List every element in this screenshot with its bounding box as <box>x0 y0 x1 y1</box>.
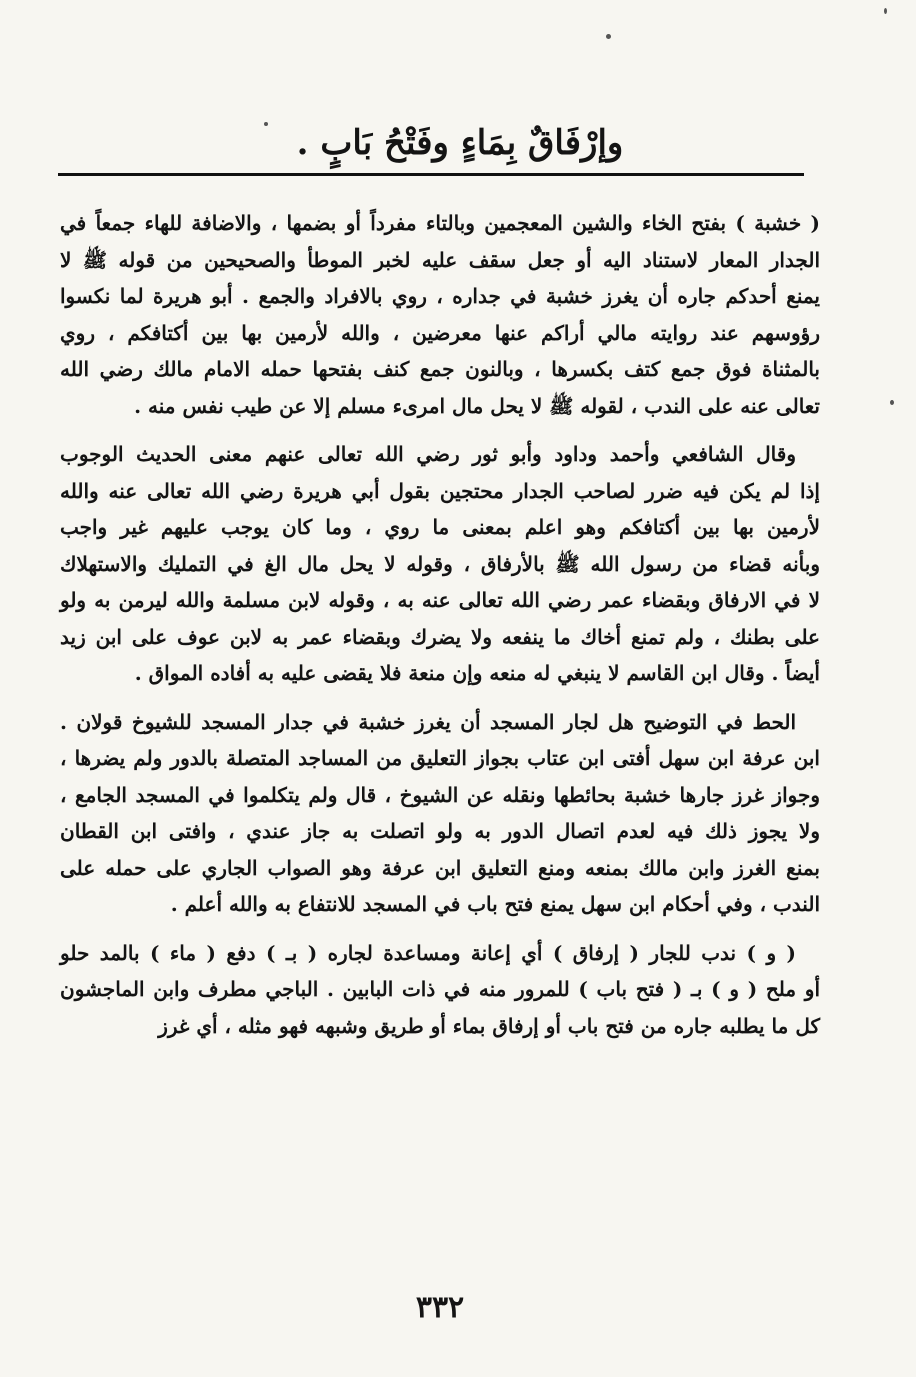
text-line: رؤوسهم عند روايته مالي أراكم عنها معرضين ، والله لأرمين بها بين أكتافكم ، روي <box>60 320 820 345</box>
text-line: كل ما يطلبه جاره من فتح باب أو إرفاق بماء أو طريق وشبهه فهو مثله ، أي غرز <box>158 1013 820 1038</box>
paragraph <box>60 704 820 923</box>
text-line: لا في الارفاق وبقضاء عمر رضي الله تعالى عنه به ، وقوله لابن مسلمة والله ليرمن به ولو <box>60 588 820 612</box>
text-line: وقال الشافعي وأحمد وداود وأبو ثور رضي الله تعالى عنهم معنى الحديث الوجوب <box>60 442 796 466</box>
text-line: يمنع أحدكم جاره أن يغرز خشبة في جداره ، روي بالافراد والجمع . أبو هريرة لما نكسوا <box>60 284 820 308</box>
text-line: إذا لم يكن فيه ضرر لصاحب الجدار محتجين بقول أبي هريرة رضي الله تعالى عنه والله <box>60 478 820 503</box>
text-line: ( و ) ندب للجار ( إرفاق ) أي إعانة ومساعدة لجاره ( بـ ) دفع ( ماء ) بالمد حلو <box>60 940 796 965</box>
text-line: لأرمين بها بين أكتافكم وهو اعلم بمعنى ما روي ، وما كان يوجب عليهم غير واجب <box>60 515 820 539</box>
body-text <box>60 205 820 1056</box>
paragraph <box>60 205 820 424</box>
text-line: ولا يجوز ذلك فيه لعدم اتصال الدور به ولو اتصلت به جاز عندي ، وافتى ابن القطان <box>60 819 820 843</box>
text-line: أو ملح ( و ) بـ ( فتح باب ) للمرور منه في ذات البابين . الباجي مطرف وابن الماجشون <box>60 977 820 1001</box>
text-line: الجدار المعار لاستناد اليه أو جعل سقف عليه لخبر الموطأ والصحيحين من قوله ﷺ لا <box>60 247 820 272</box>
paragraph <box>60 436 820 692</box>
text-line: ابن عرفة ابن سهل أفتى ابن عتاب بجواز التعليق من المساجد المتصلة بالدور ولم يضرها ، <box>60 746 820 770</box>
scan-speck <box>264 122 268 126</box>
scan-speck <box>890 400 894 405</box>
text-line: الحط في التوضيح هل لجار المسجد أن يغرز خشبة في جدار المسجد للشيوخ قولان . <box>60 709 796 734</box>
text-line: ( خشبة ) بفتح الخاء والشين المعجمين وبالتاء مفرداً أو بضمها ، والاضافة للهاء جمعاً في <box>60 211 820 235</box>
text-line: أيضاً . وقال ابن القاسم لا ينبغي له منعه وإن منعة فلا يقضى عليه به أفاده المواق . <box>134 661 820 685</box>
text-line: وبأنه قضاء من رسول الله ﷺ بالأرفاق ، وقوله لا يحل مال الغ في التمليك والاستهلاك <box>60 551 820 576</box>
text-line: بالمثناة فوق جمع كتف بكسرها ، وبالنون جمع كنف بفتحها حمله الامام مالك رضي الله <box>60 357 821 381</box>
heading-rule <box>58 173 804 176</box>
scan-speck <box>606 34 611 39</box>
scan-speck <box>884 8 887 14</box>
page-number: ٣٣٢ <box>415 1290 465 1325</box>
text-line: بمنع الغرز وابن مالك بمنعه ومنع التعليق ابن عرفة وهو الصواب الجاري على حمله على <box>60 855 820 880</box>
paragraph <box>60 935 820 1045</box>
text-line: الندب ، وفي أحكام ابن سهل يمنع فتح باب في المسجد للانتفاع به والله أعلم . <box>170 892 820 916</box>
text-line: على بطنك ، ولم تمنع أخاك ما ينفعه ولا يضرك وبقضاء عمر به لابن عوف على ابن زيد <box>60 624 820 649</box>
text-line: وجواز غرز جارها خشبة بحائطها ونقله عن الشيوخ ، قال ولم يتكلموا في المسجد الجامع ، <box>60 782 820 807</box>
chapter-heading: وإرْفَاقٌ بِمَاءٍ وفَتْحُ بَابٍ . <box>296 123 624 163</box>
text-line: تعالى عنه على الندب ، لقوله ﷺ لا يحل مال امرىء مسلم إلا عن طيب نفس منه . <box>134 393 820 418</box>
